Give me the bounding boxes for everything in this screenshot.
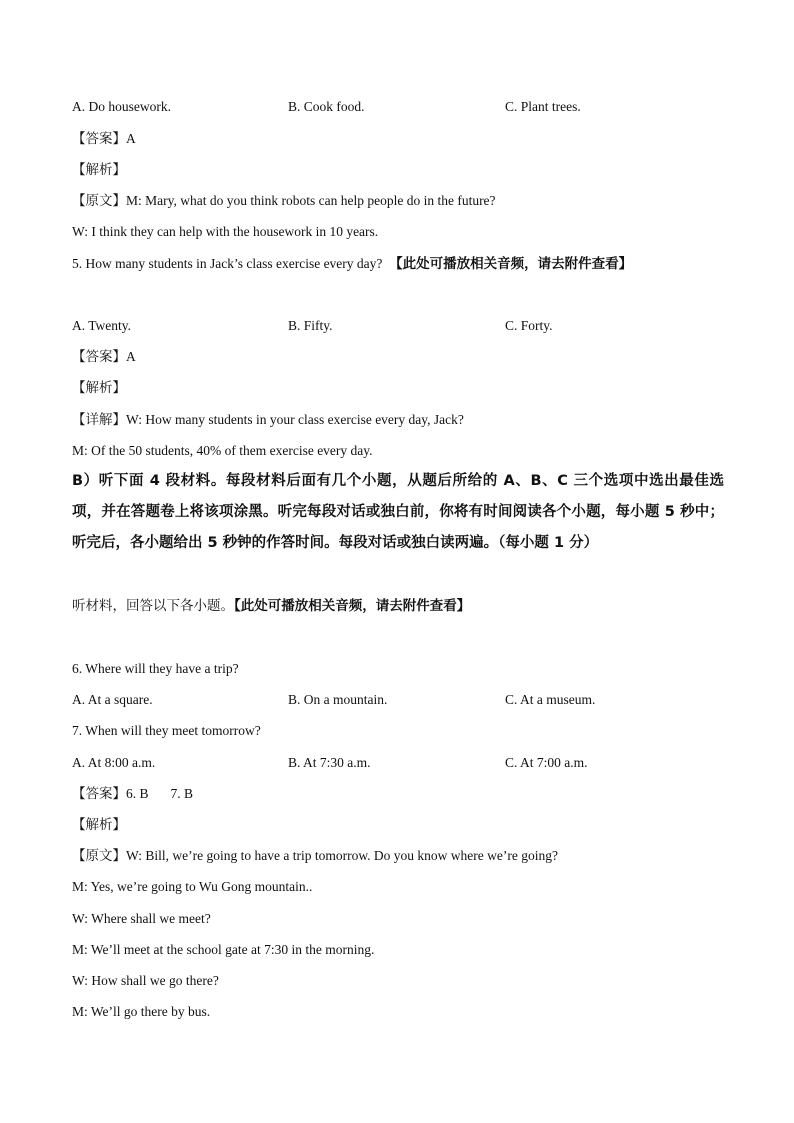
audio-note: 【此处可播放相关音频，请去附件查看】 [234,598,471,614]
answer-value: A [126,349,136,364]
q6-option-c: C. At a museum. [505,692,596,707]
q67-transcript-line-3: W: Where shall we meet? [72,911,211,926]
answer-value-7: 7. B [170,786,194,801]
q4-answer [72,130,136,148]
q6-option-b: B. On a mountain. [288,692,388,707]
q5-question [72,255,632,273]
analysis-label: 【解析】 [72,162,126,178]
analysis-label: 【解析】 [72,380,126,396]
q4-transcript-line-2: W: I think they can help with the housework in 10 years. [72,224,379,239]
q6-question: 6. Where will they have a trip? [72,661,239,676]
transcript-label: 【原文】 [72,193,126,209]
q5-detail-line-2: M: Of the 50 students, 40% of them exercise every day. [72,443,373,458]
q7-option-b: B. At 7:30 a.m. [288,755,371,770]
q6-options [72,691,732,709]
transcript-text: M: Mary, what do you think robots can help people do in the future? [126,193,496,208]
q4-analysis [72,161,126,179]
q4-options [72,98,732,116]
detail-text: W: How many students in your class exercise every day, Jack? [126,412,464,427]
q67-answer [72,785,193,803]
answer-label: 【答案】 [72,131,126,147]
q67-transcript-line-2: M: Yes, we’re going to Wu Gong mountain.. [72,879,313,894]
answer-value-6: 6. B [126,786,149,801]
q7-options [72,754,732,772]
q5-options [72,317,732,335]
q5-option-a: A. Twenty. [72,318,132,333]
audio-note: 【此处可播放相关音频，请去附件查看】 [389,256,633,272]
q7-option-c: C. At 7:00 a.m. [505,755,588,770]
q67-transcript-line-1 [72,847,558,865]
q7-question: 7. When will they meet tomorrow? [72,723,261,738]
q5-analysis [72,379,126,397]
q5-detail-line-1 [72,411,464,429]
q4-option-a: A. Do housework. [72,99,171,114]
q67-analysis [72,816,126,834]
q6-option-a: A. At a square. [72,692,153,707]
q67-transcript-line-4: M: We’ll meet at the school gate at 7:30 in the morning. [72,942,375,957]
listen-prompt-text: 听材料，回答以下各小题。 [72,598,234,614]
q7-option-a: A. At 8:00 a.m. [72,755,156,770]
answer-label: 【答案】 [72,349,126,365]
q4-option-b: B. Cook food. [288,99,365,114]
q67-transcript-line-6: M: We’ll go there by bus. [72,1004,211,1019]
q4-transcript-line-1 [72,192,496,210]
answer-value: A [126,131,136,146]
q67-transcript-line-5: W: How shall we go there? [72,973,219,988]
q4-option-c: C. Plant trees. [505,99,581,114]
answer-label: 【答案】 [72,786,126,802]
transcript-text: W: Bill, we’re going to have a trip tomorrow. Do you know where we’re going? [126,848,559,863]
transcript-label: 【原文】 [72,848,126,864]
analysis-label: 【解析】 [72,817,126,833]
q5-option-c: C. Forty. [505,318,553,333]
q5-option-b: B. Fifty. [288,318,333,333]
section-b-listen-prompt [72,597,470,615]
q5-answer [72,348,136,366]
question-text: 5. How many students in Jack’s class exercise every day? [72,256,383,271]
detail-label: 【详解】 [72,412,126,428]
section-b-instructions: B）听下面 4 段材料。每段材料后面有几个小题，从题后所给的 A、B、C 三个选项中选出最佳选项，并在答题卷上将该项涂黑。听完每段对话或独白前，你将有时间阅读各个小题，每小题 5 秒中；听完后，各小题给出 5 秒钟的作答时间。每段对话或独白读两遍。（每小题 1 分） [72,473,724,551]
